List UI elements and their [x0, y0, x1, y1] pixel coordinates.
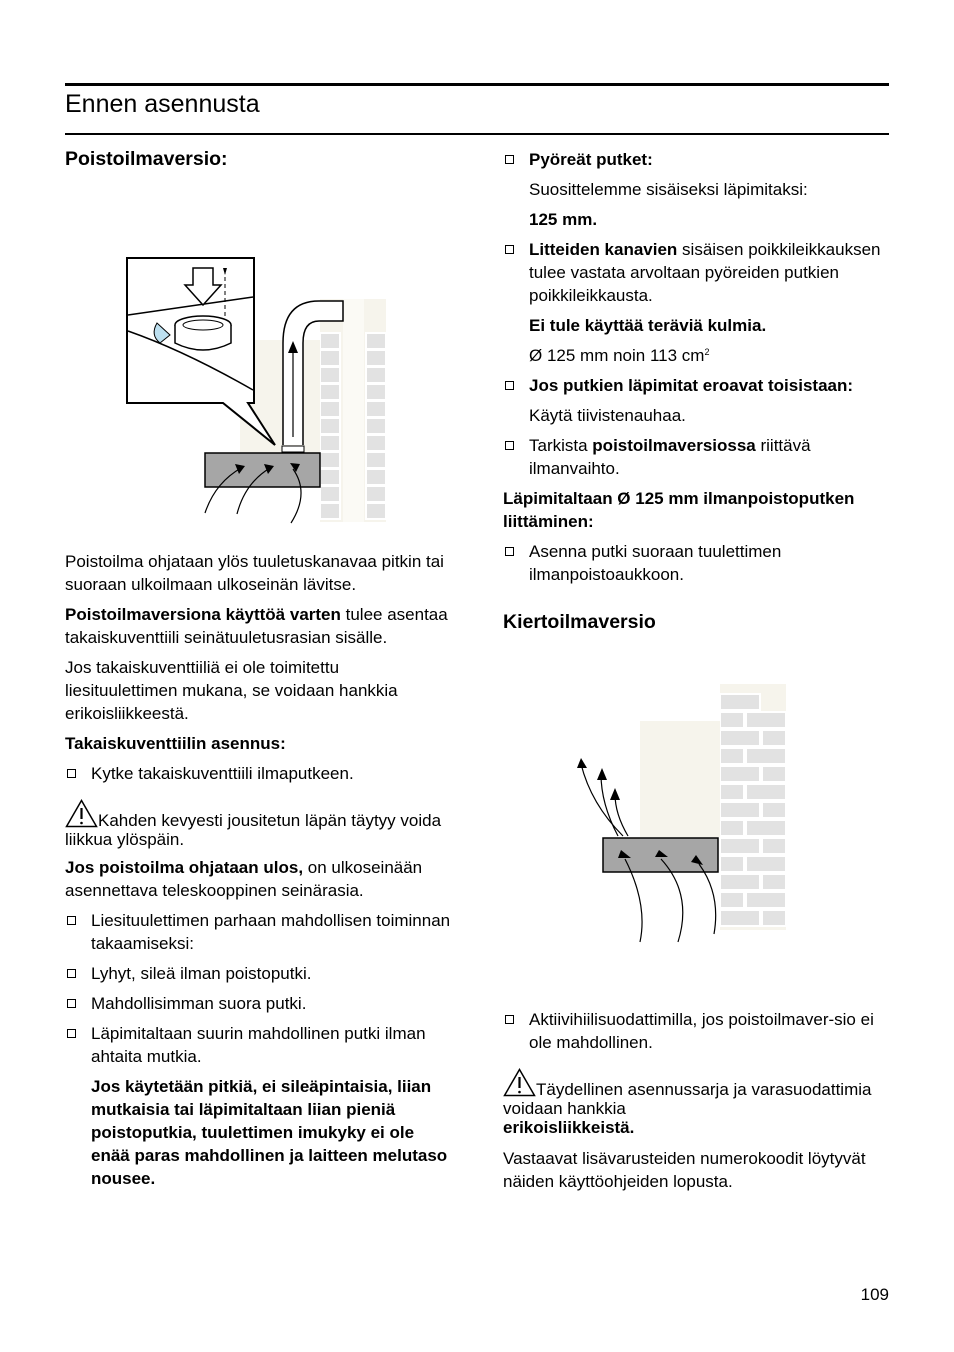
ventilation-rest: riittävä ilmanvaihto.	[529, 436, 811, 478]
list-item	[65, 962, 455, 985]
list-item-text: Aktiivihiilisuodattimilla, jos poistoilmaver-sio ei ole mahdollinen.	[529, 1010, 874, 1052]
ventilation-pre: Tarkista	[529, 436, 593, 455]
diameter-mismatch-text: Käytä tiivistenauhaa.	[529, 406, 686, 425]
checkbox-icon	[67, 969, 76, 978]
page-number: 109	[860, 1285, 889, 1304]
list-item	[65, 992, 455, 1015]
ventilation-bold: poistoilmaversiossa	[592, 436, 756, 455]
page-title: Ennen asennusta	[65, 90, 260, 118]
para-outdoor-exhaust-rest: on ulkoseinään asennettava teleskooppinen seinärasia.	[65, 858, 423, 900]
para-exhaust-usage	[65, 603, 455, 649]
pipe-connection-subheading: Läpimitaltaan Ø 125 mm ilmanpoistoputken liittäminen:	[503, 489, 855, 531]
checkbox-icon	[505, 1015, 514, 1024]
flat-ducts-rest: sisäisen poikkileikkauksen tulee vastata arvoltaan pyöreiden putkien poikkileikkausta.	[529, 240, 881, 305]
warning-text-bold: erikoisliikkeistä.	[503, 1118, 635, 1137]
checkbox-icon	[505, 547, 514, 556]
checkbox-icon	[505, 155, 514, 164]
recirculation-heading: Kiertoilmaversio	[503, 611, 656, 633]
para-exhaust-usage-rest: tulee asentaa takaiskuventtiili seinätuuletusrasian sisälle.	[65, 605, 448, 647]
formula-superscript: 2	[704, 347, 710, 357]
checkbox-icon	[67, 1029, 76, 1038]
valve-install-subheading: Takaiskuventtiilin asennus:	[65, 734, 286, 753]
right-column	[503, 148, 889, 1200]
round-pipes-text: Suosittelemme sisäiseksi läpimitaksi:	[529, 180, 808, 199]
warning-note	[65, 799, 455, 849]
list-item-text: Kytke takaiskuventtiili ilmaputkeen.	[91, 764, 354, 783]
flat-ducts-bold: Litteiden kanavien	[529, 240, 678, 259]
list-item	[503, 434, 889, 480]
list-item-text: Läpimitaltaan suurin mahdollinen putki ilman ahtaita mutkia.	[91, 1024, 426, 1066]
checkbox-icon	[505, 245, 514, 254]
checkbox-icon	[67, 916, 76, 925]
warning-text: Täydellinen asennussarja ja varasuodattimia voidaan hankkia	[503, 1080, 872, 1118]
list-item-text: Liesituulettimen parhaan mahdollisen toiminnan takaamiseksi:	[91, 911, 451, 953]
accessory-codes-para: Vastaavat lisävarusteiden numerokoodit löytyvät näiden käyttöohjeiden lopusta.	[503, 1149, 866, 1191]
left-column	[65, 145, 455, 1197]
para-outdoor-exhaust	[65, 856, 455, 902]
checkbox-icon	[67, 999, 76, 1008]
list-item	[65, 909, 455, 955]
round-pipes-value: 125 mm.	[529, 210, 598, 229]
exhaust-mode-illustration	[65, 175, 455, 530]
warning-text: Kahden kevyesti jousitetun läpän täytyy voida liikkua ylöspäin.	[65, 811, 442, 849]
checkbox-icon	[67, 769, 76, 778]
recirculation-mode-illustration	[503, 654, 889, 984]
performance-warning-note: Jos käytetään pitkiä, ei sileäpintaisia, liian mutkaisia tai läpimitaltaan liian pieniä poistoputkia, tuulettimen imukyky ei ole enää paras mahdollinen ja laitteen melutaso nousee.	[91, 1077, 448, 1188]
title-rule	[65, 133, 889, 135]
list-item	[65, 1022, 455, 1068]
para-valve-supply: Jos takaiskuventtiiliä ei ole toimitettu liesituulettimen mukana, se voidaan hankkia erikoisliikkeestä.	[65, 658, 398, 723]
para-exhaust-usage-bold: Poistoilmaversiona käyttöä varten	[65, 605, 341, 624]
list-item	[65, 762, 455, 785]
list-item	[503, 1008, 889, 1054]
para-exhaust-description: Poistoilma ohjataan ylös tuuletuskanavaa pitkin tai suoraan ulkoilmaan ulkoseinän lävitse.	[65, 552, 444, 594]
exhaust-heading: Poistoilmaversio:	[65, 148, 228, 170]
flat-ducts-formula	[503, 344, 889, 367]
list-item	[503, 374, 889, 397]
list-item-text: Asenna putki suoraan tuulettimen ilmanpoistoaukkoon.	[529, 542, 782, 584]
checkbox-icon	[505, 441, 514, 450]
warning-triangle-icon	[65, 799, 98, 828]
para-outdoor-exhaust-bold: Jos poistoilma ohjataan ulos,	[65, 858, 304, 877]
round-pipes-title: Pyöreät putket:	[529, 150, 653, 169]
warning-triangle-icon	[503, 1068, 536, 1097]
formula-text: Ø 125 mm noin 113 cm	[529, 346, 705, 365]
list-item	[503, 540, 889, 586]
top-rule	[65, 83, 889, 86]
warning-note	[503, 1068, 889, 1137]
list-item	[503, 238, 889, 307]
checkbox-icon	[505, 381, 514, 390]
list-item-text: Mahdollisimman suora putki.	[91, 994, 307, 1013]
list-item	[503, 148, 889, 171]
list-item-text: Lyhyt, sileä ilman poistoputki.	[91, 964, 312, 983]
diameter-mismatch-title: Jos putkien läpimitat eroavat toisistaan:	[529, 376, 854, 395]
flat-ducts-note: Ei tule käyttää teräviä kulmia.	[529, 316, 767, 335]
